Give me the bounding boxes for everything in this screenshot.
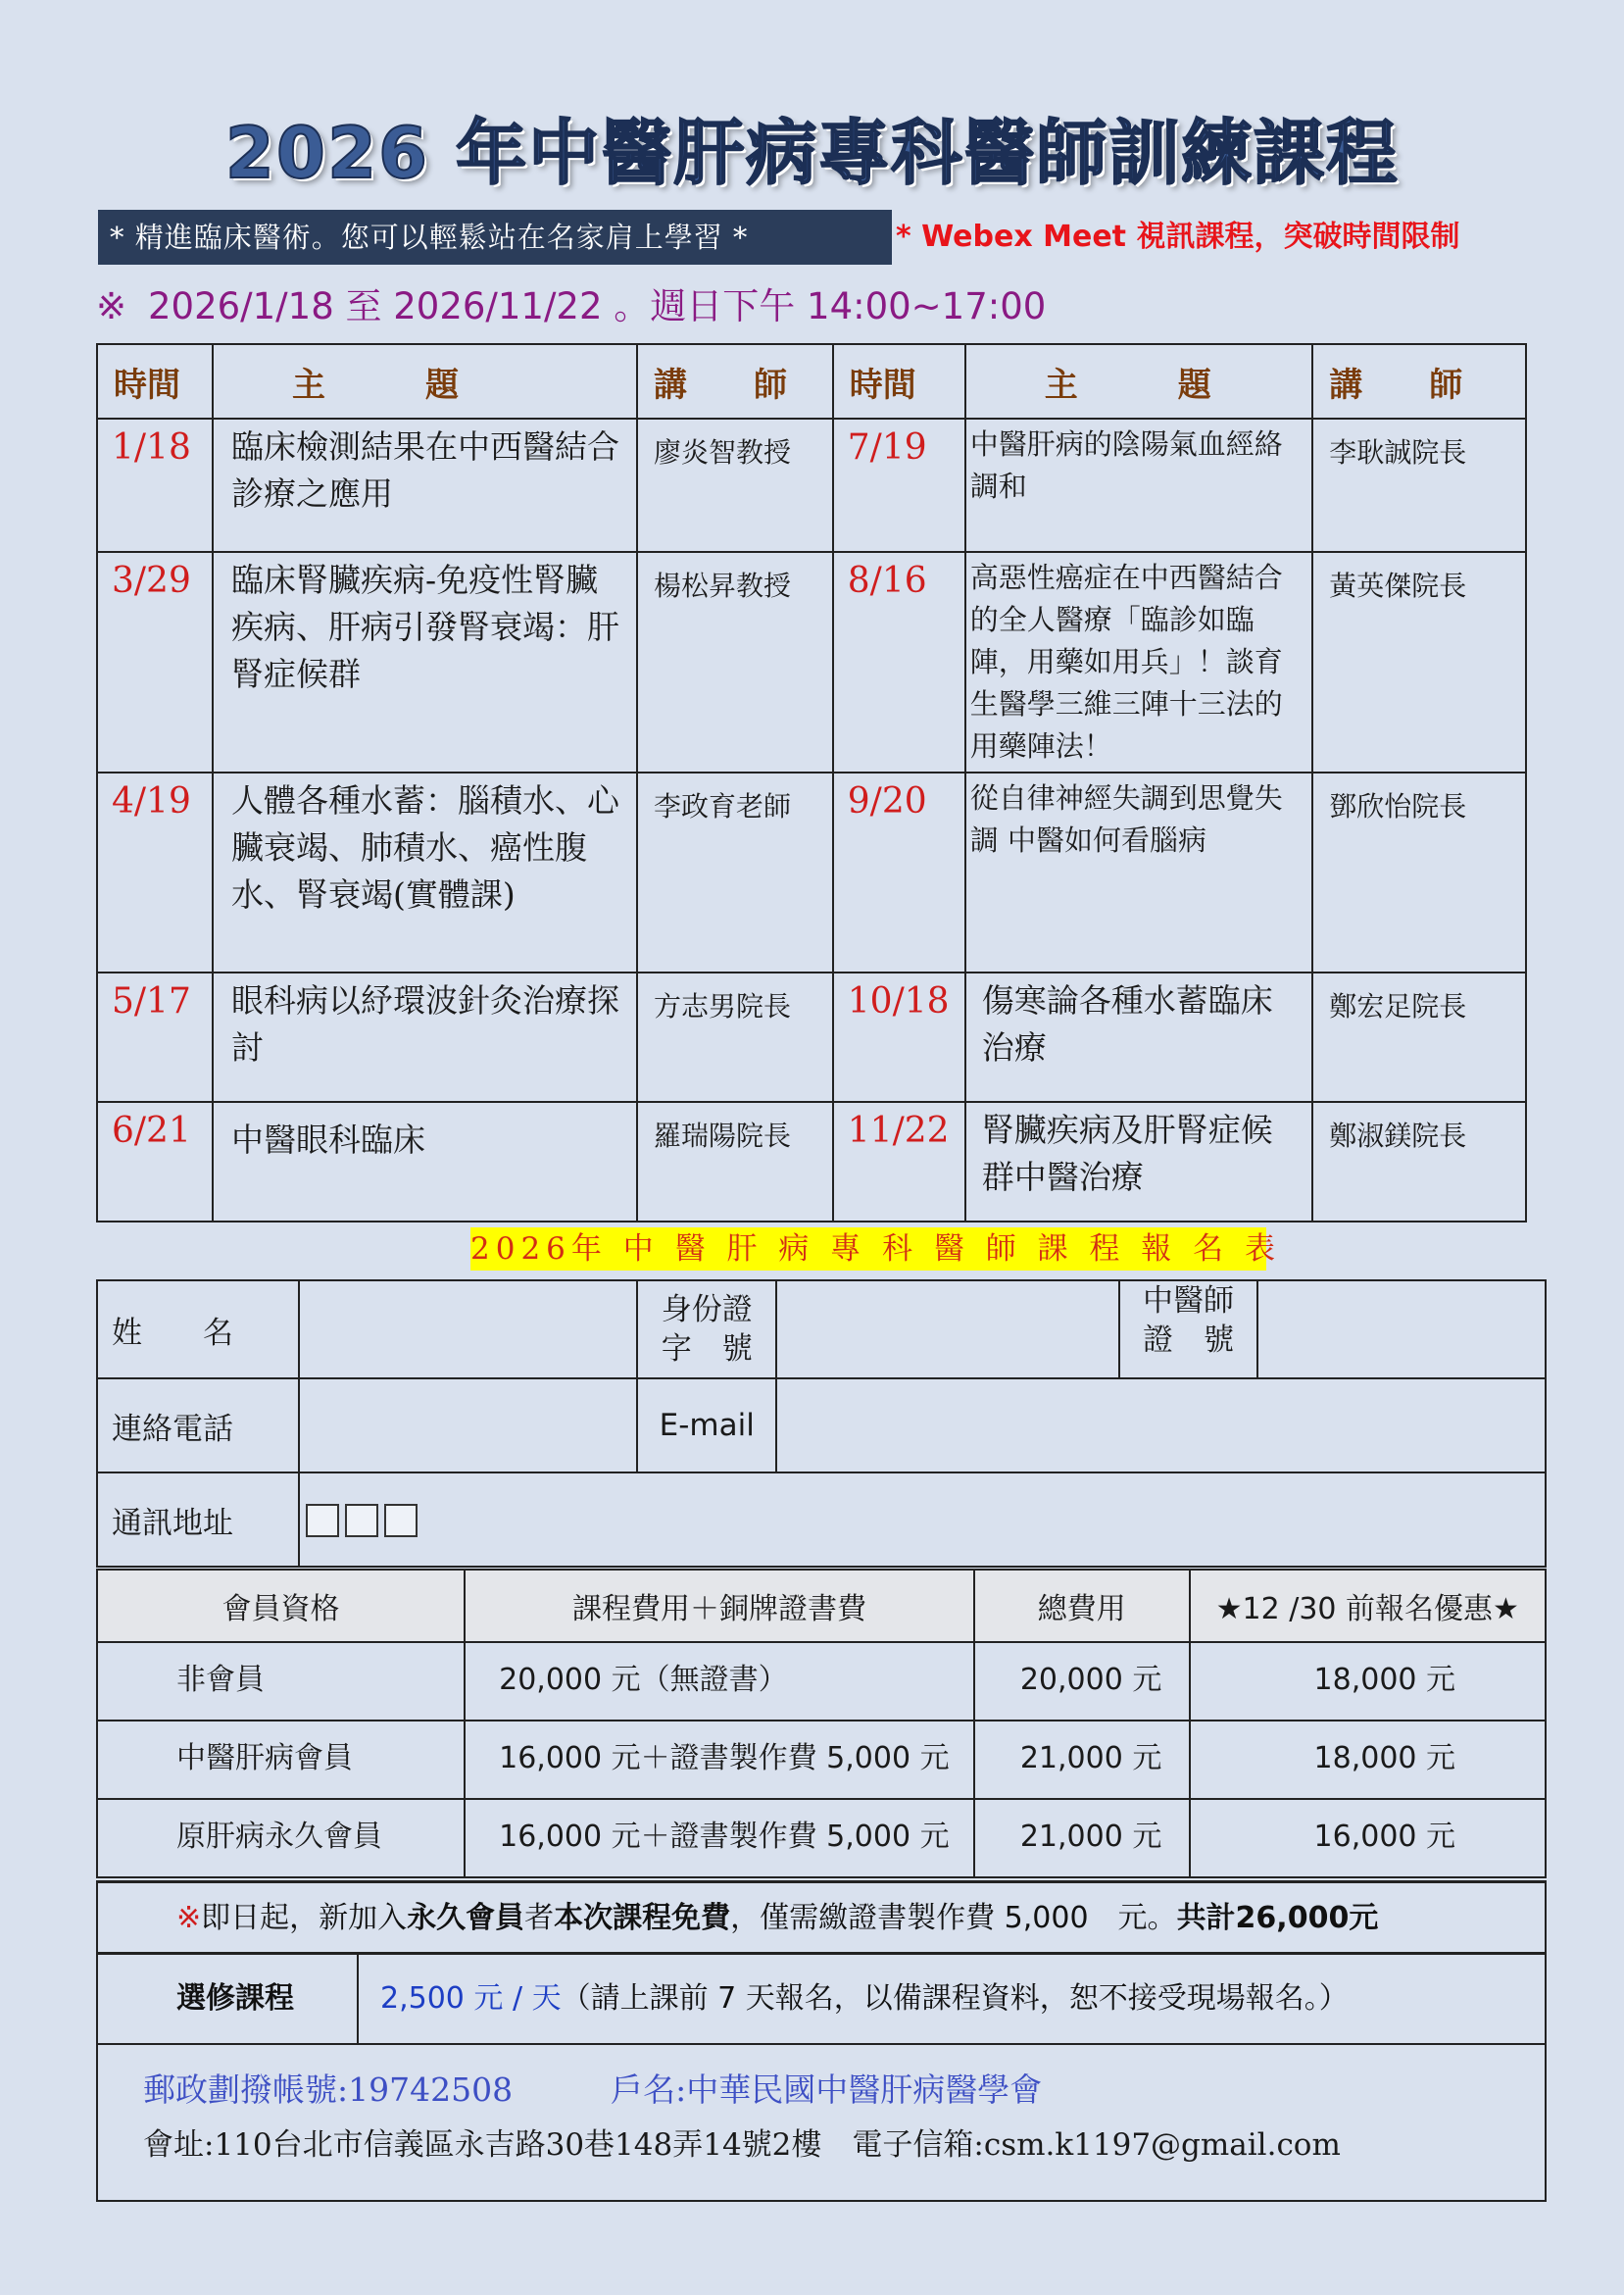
address-label: 通訊地址 (97, 1472, 299, 1567)
form-row (97, 1378, 1546, 1472)
notice-mark: ※ (176, 1901, 202, 1935)
fee-header-row (97, 1570, 1546, 1642)
total-fee: 21,000 元 (974, 1799, 1190, 1877)
license-label-line1: 中醫師 (1143, 1283, 1234, 1319)
header-time: 時間 (97, 344, 213, 419)
postal-code-box[interactable] (345, 1504, 378, 1537)
course-topic: 臨床腎臟疾病-免疫性腎臟疾病、肝病引發腎衰竭：肝腎症候群 (213, 552, 637, 773)
elective-note: （請上課前 7 天報名，以備課程資料，恕不接受現場報名。） (561, 1981, 1349, 2016)
header-topic: 主 題 (213, 344, 637, 419)
license-number-field[interactable] (1257, 1280, 1546, 1378)
license-number-label (1119, 1280, 1258, 1378)
postal-code-box[interactable] (306, 1504, 339, 1537)
elective-price: 2,500 元 / 天 (380, 1981, 562, 2016)
course-date: 4/19 (97, 773, 213, 973)
table-row (97, 1721, 1546, 1799)
association-address: 會址:110台北市信義區永吉路30巷148弄14號2樓 電子信箱:csm.k1197@gmail.com (143, 2127, 1341, 2163)
form-row (97, 1280, 1546, 1378)
registration-form (96, 1279, 1547, 1568)
fee-table (96, 1569, 1547, 1878)
elective-value (359, 1955, 1349, 2043)
elective-label: 選修課程 (98, 1955, 359, 2043)
course-date: 1/18 (97, 419, 213, 552)
notice-text-3: ，僅需繳證書製作費 5,000 元。 (730, 1901, 1177, 1935)
permanent-member-notice (96, 1880, 1547, 1955)
early-bird-fee: 18,000 元 (1190, 1721, 1546, 1799)
early-bird-fee: 16,000 元 (1190, 1799, 1546, 1877)
course-fee: 16,000 元＋證書製作費 5,000 元 (465, 1721, 974, 1799)
course-teacher: 鄧欣怡院長 (1312, 773, 1526, 973)
table-row (97, 1642, 1546, 1721)
webex-notice: * Webex Meet 視訊課程，突破時間限制 (896, 220, 1460, 254)
id-label-line1: 身份證 (661, 1292, 753, 1327)
address-field[interactable] (299, 1472, 1546, 1567)
course-teacher: 鄭淑鎂院長 (1312, 1102, 1526, 1222)
payment-line (143, 2065, 1042, 2111)
course-date: 8/16 (833, 552, 965, 773)
course-date: 3/29 (97, 552, 213, 773)
course-topic: 傷寒論各種水蓄臨床治療 (965, 973, 1312, 1102)
course-date: 5/17 (97, 973, 213, 1102)
total-fee: 21,000 元 (974, 1721, 1190, 1799)
phone-label: 連絡電話 (97, 1378, 299, 1472)
membership-type: 原肝病永久會員 (97, 1799, 465, 1877)
table-row (97, 419, 1526, 552)
page-title: 2026 年中醫肝病專科醫師訓練課程 (224, 112, 1400, 194)
table-row (97, 973, 1526, 1102)
header-time: 時間 (833, 344, 965, 419)
id-number-field[interactable] (776, 1280, 1118, 1378)
postal-code-box[interactable] (384, 1504, 418, 1537)
table-row (97, 773, 1526, 973)
course-date: 11/22 (833, 1102, 965, 1222)
id-label-line2: 字 號 (661, 1331, 753, 1367)
course-schedule-table (96, 343, 1527, 1222)
table-row (97, 1102, 1526, 1222)
slogan-banner: * 精進臨床醫術。您可以輕鬆站在名家肩上學習 * (98, 210, 892, 265)
notice-bold-1: 永久會員 (407, 1901, 525, 1935)
membership-type: 中醫肝病會員 (97, 1721, 465, 1799)
course-teacher: 廖炎智教授 (637, 419, 833, 552)
membership-type: 非會員 (97, 1642, 465, 1721)
course-topic: 人體各種水蓄：腦積水、心臟衰竭、肺積水、癌性腹水、腎衰竭(實體課) (213, 773, 637, 973)
course-teacher: 黃英傑院長 (1312, 552, 1526, 773)
course-topic: 中醫眼科臨床 (213, 1102, 637, 1222)
reference-mark: ※ (96, 285, 127, 327)
course-teacher: 李政育老師 (637, 773, 833, 973)
phone-field[interactable] (299, 1378, 637, 1472)
name-label: 姓 名 (97, 1280, 299, 1378)
schedule-header-row (97, 344, 1526, 419)
course-topic: 高惡性癌症在中西醫結合的全人醫療「臨診如臨陣，用藥如用兵」！談育生醫學三維三陣十三法的用藥陣法！ (965, 552, 1312, 773)
notice-text-1: 即日起，新加入 (201, 1901, 408, 1935)
notice-text-2: 者 (524, 1901, 555, 1935)
course-teacher: 方志男院長 (637, 973, 833, 1102)
course-teacher: 羅瑞陽院長 (637, 1102, 833, 1222)
fee-header-early-bird: ★12 /30 前報名優惠★ (1190, 1570, 1546, 1642)
course-teacher: 李耿誠院長 (1312, 419, 1526, 552)
course-fee: 16,000 元＋證書製作費 5,000 元 (465, 1799, 974, 1877)
payment-info (96, 2045, 1547, 2202)
header-teacher: 講 師 (1312, 344, 1526, 419)
course-date: 6/21 (97, 1102, 213, 1222)
course-topic: 中醫肝病的陰陽氣血經絡調和 (965, 419, 1312, 552)
email-label: E-mail (637, 1378, 776, 1472)
name-field[interactable] (299, 1280, 637, 1378)
fee-header-total: 總費用 (974, 1570, 1190, 1642)
registration-form-title: 2026年 中 醫 肝 病 專 科 醫 師 課 程 報 名 表 (470, 1227, 1266, 1271)
course-fee: 20,000 元（無證書） (465, 1642, 974, 1721)
account-holder: 戶名:中華民國中醫肝病醫學會 (611, 2070, 1043, 2109)
total-fee: 20,000 元 (974, 1642, 1190, 1721)
course-date: 10/18 (833, 973, 965, 1102)
course-date: 9/20 (833, 773, 965, 973)
course-topic: 腎臟疾病及肝腎症候群中醫治療 (965, 1102, 1312, 1222)
course-date: 7/19 (833, 419, 965, 552)
course-teacher: 鄭宏足院長 (1312, 973, 1526, 1102)
id-number-label (637, 1280, 776, 1378)
course-topic: 臨床檢測結果在中西醫結合診療之應用 (213, 419, 637, 552)
header-topic: 主 題 (965, 344, 1312, 419)
course-dates-text: 2026/1/18 至 2026/11/22 。週日下午 14:00~17:00 (148, 285, 1047, 327)
table-row (97, 1799, 1546, 1877)
elective-course-row (96, 1955, 1547, 2045)
postal-account: 郵政劃撥帳號:19742508 (143, 2070, 514, 2109)
form-row (97, 1472, 1546, 1567)
email-field[interactable] (776, 1378, 1546, 1472)
course-dates (96, 276, 1046, 329)
course-topic: 眼科病以紓環波針灸治療探討 (213, 973, 637, 1102)
fee-header-course-fee: 課程費用＋銅牌證書費 (465, 1570, 974, 1642)
license-label-line2: 證 號 (1143, 1322, 1234, 1358)
course-topic: 從自律神經失調到思覺失調 中醫如何看腦病 (965, 773, 1312, 973)
notice-bold-3: 共計26,000元 (1176, 1901, 1379, 1935)
early-bird-fee: 18,000 元 (1190, 1642, 1546, 1721)
course-teacher: 楊松昇教授 (637, 552, 833, 773)
table-row (97, 552, 1526, 773)
header-teacher: 講 師 (637, 344, 833, 419)
notice-bold-2: 本次課程免費 (554, 1901, 731, 1935)
fee-header-membership: 會員資格 (97, 1570, 465, 1642)
